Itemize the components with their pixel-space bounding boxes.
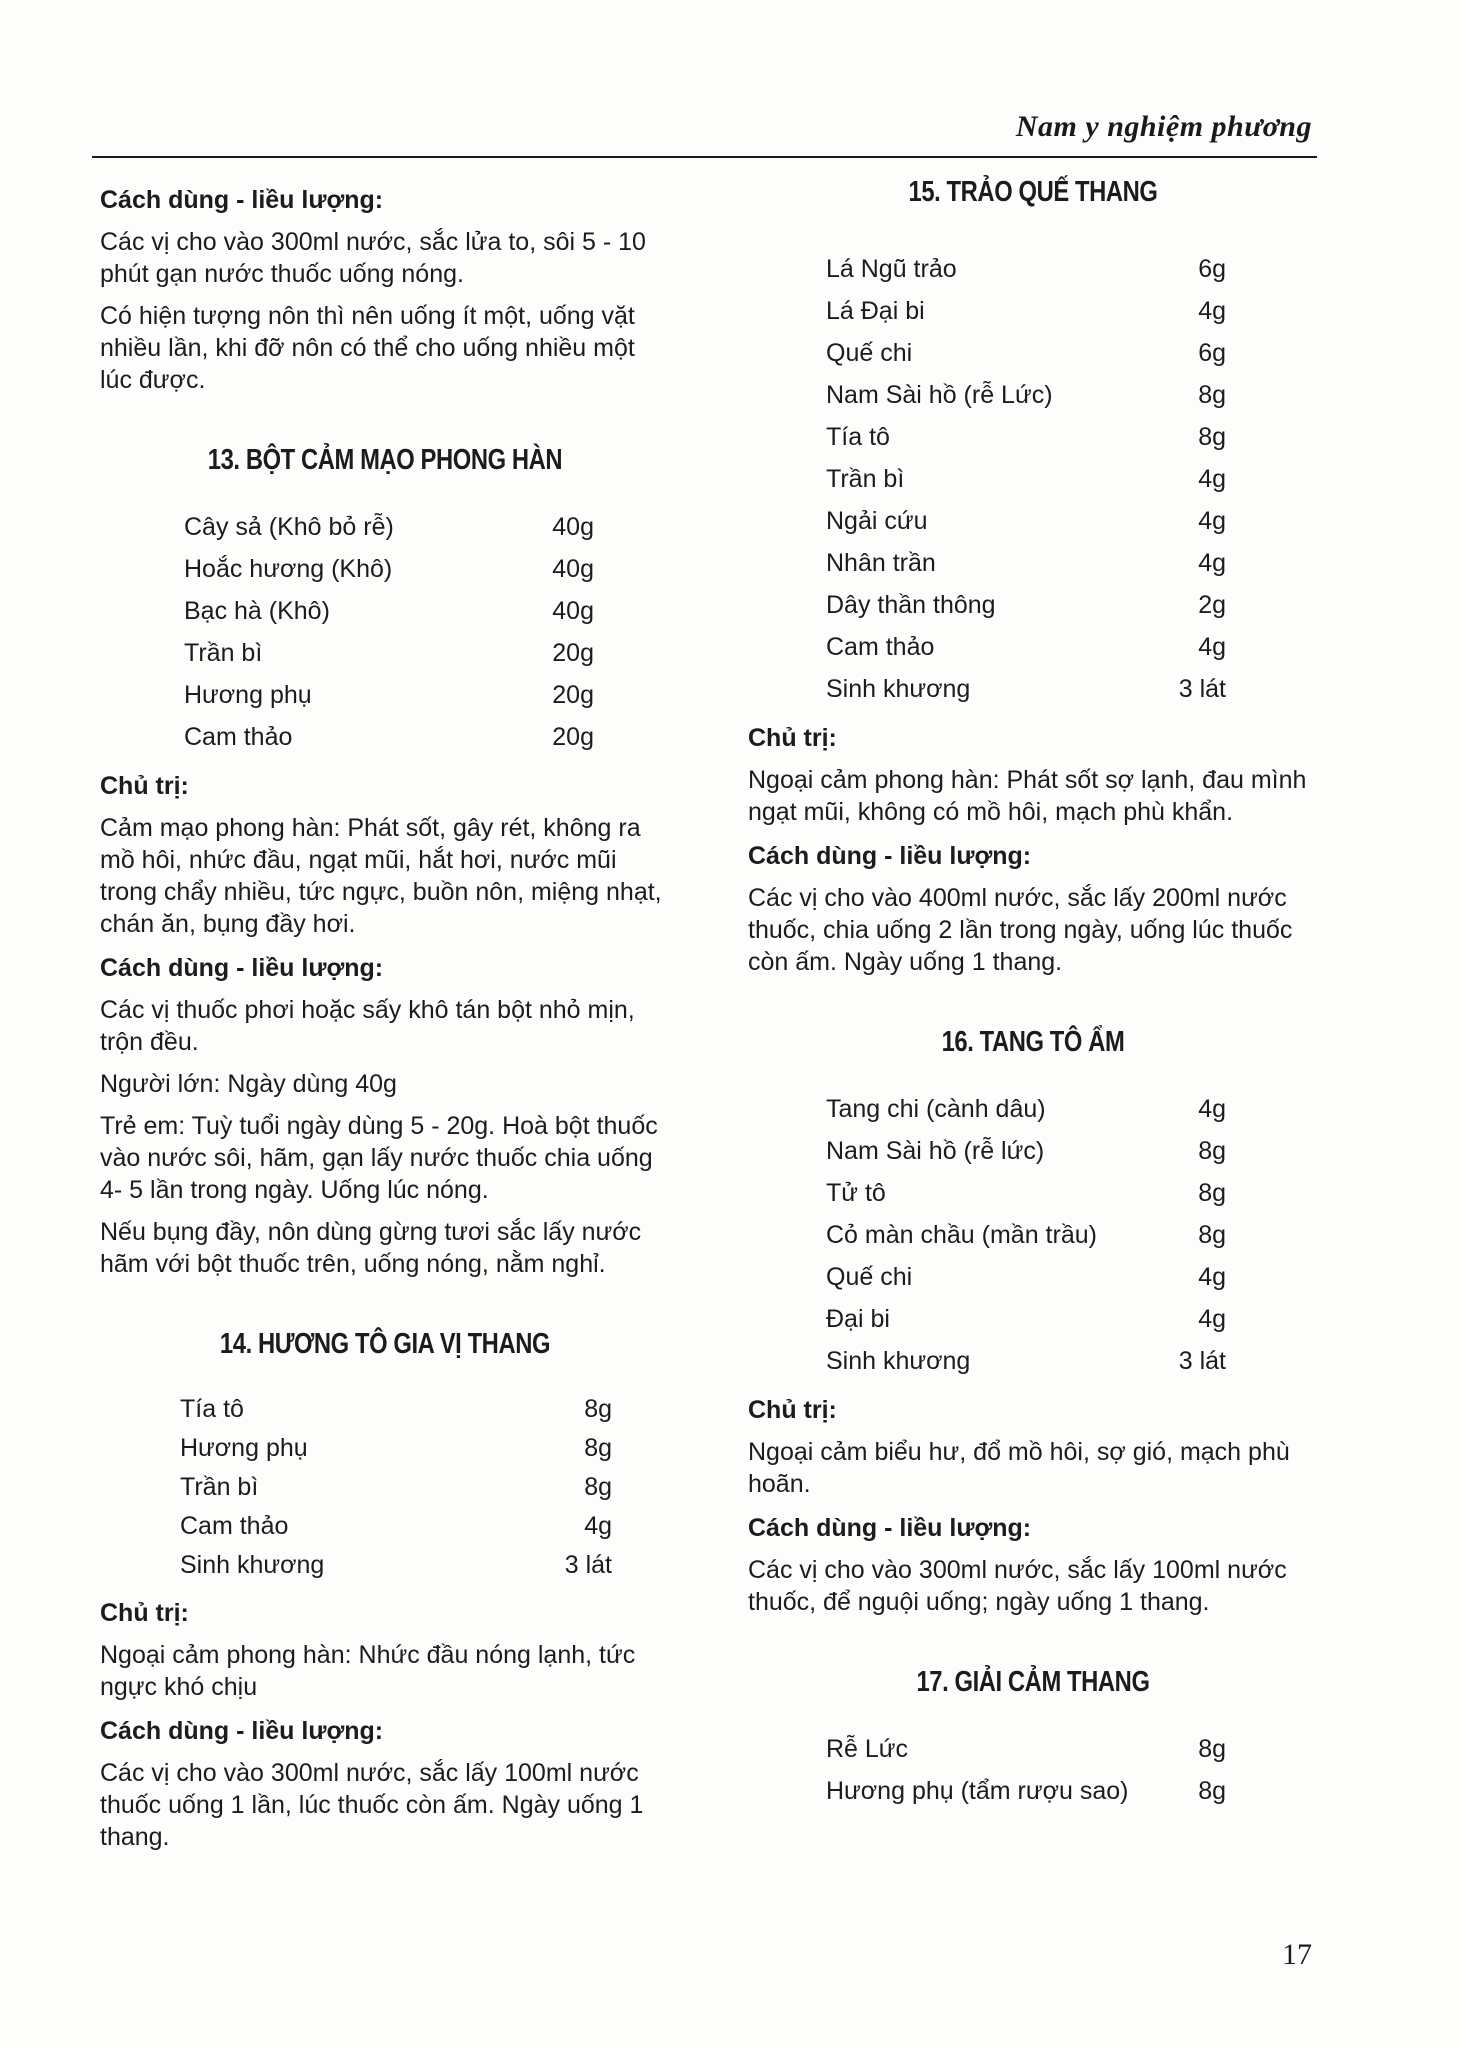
section-15-usage: Các vị cho vào 400ml nước, sắc lấy 200ml nước thuốc, chia uống 2 lần trong ngày, uống lúc thuốc còn ấm. Ngày uống 1 thang.: [748, 884, 1293, 976]
section-14-ingredients: [100, 1390, 612, 1585]
section-13-usage: Các vị thuốc phơi hoặc sấy khô tán bột nhỏ mịn, trộn đều.: [100, 996, 635, 1056]
ingredient-name: Trần bì: [180, 1473, 259, 1501]
ingredient-row: [826, 1770, 1226, 1812]
ingredient-amount: 4g: [1198, 297, 1226, 325]
ingredient-name: Tử tô: [826, 1179, 886, 1207]
intro-usage-paragraph: Các vị cho vào 300ml nước, sắc lửa to, sôi 5 - 10 phút gạn nước thuốc uống nóng.: [100, 228, 646, 288]
section-13-usage-label: Cách dùng - liều lượng:: [100, 954, 384, 982]
ingredient-name: Hoắc hương (Khô): [184, 555, 393, 583]
ingredient-name: Quế chi: [826, 339, 913, 367]
intro-usage-label: Cách dùng - liều lượng:: [100, 186, 384, 214]
section-13-usage: Nếu bụng đầy, nôn dùng gừng tươi sắc lấy nước hãm với bột thuốc trên, uống nóng, nằm nghỉ.: [100, 1218, 642, 1278]
ingredient-name: Hương phụ: [180, 1434, 308, 1462]
ingredient-name: Hương phụ: [184, 681, 312, 709]
section-16-ingredients: [748, 1088, 1226, 1382]
ingredient-name: Cỏ màn chầu (mần trầu): [826, 1221, 1097, 1249]
section-13-indication: Cảm mạo phong hàn: Phát sốt, gây rét, không ra mồ hôi, nhức đầu, ngạt mũi, hắt hơi, nước mũi trong chẩy nhiều, tức ngực, buồn nôn, miệng nhạt, chán ăn, bụng đầy hơi.: [100, 814, 662, 938]
right-column: [748, 172, 1318, 1812]
ingredient-row: [184, 716, 594, 758]
ingredient-name: Nam Sài hồ (rễ Lức): [826, 381, 1053, 409]
intro-usage-paragraph: Có hiện tượng nôn thì nên uống ít một, uống vặt nhiều lần, khi đỡ nôn có thể cho uống nhiều một lúc được.: [100, 302, 635, 394]
ingredient-amount: 4g: [1198, 549, 1226, 577]
ingredient-amount: 20g: [552, 681, 594, 709]
ingredient-name: Nam Sài hồ (rễ lức): [826, 1137, 1045, 1165]
ingredient-row: [826, 248, 1226, 290]
ingredient-amount: 2g: [1198, 591, 1226, 619]
ingredient-row: [826, 458, 1226, 500]
ingredient-row: [826, 1088, 1226, 1130]
ingredient-row: [826, 332, 1226, 374]
ingredient-name: Bạc hà (Khô): [184, 597, 330, 625]
ingredient-amount: 3 lát: [564, 1551, 612, 1579]
ingredient-name: Trần bì: [826, 465, 905, 493]
ingredient-name: Sinh khương: [180, 1551, 325, 1579]
ingredient-amount: 8g: [1198, 1179, 1226, 1207]
ingredient-name: Tang chi (cành dâu): [826, 1095, 1046, 1123]
ingredient-amount: 4g: [1198, 1263, 1226, 1291]
ingredient-row: [826, 1728, 1226, 1770]
running-title: Nam y nghiệm phương: [1015, 110, 1312, 143]
ingredient-row: [180, 1507, 612, 1546]
ingredient-amount: 4g: [1198, 507, 1226, 535]
ingredient-amount: 6g: [1198, 339, 1226, 367]
ingredient-row: [184, 548, 594, 590]
ingredient-row: [826, 290, 1226, 332]
section-15-usage-label: Cách dùng - liều lượng:: [748, 842, 1032, 870]
ingredient-amount: 20g: [552, 639, 594, 667]
ingredient-row: [826, 1172, 1226, 1214]
ingredient-name: Cam thảo: [180, 1512, 289, 1540]
section-14-title: 14. HƯƠNG TÔ GIA VỊ THANG: [219, 1328, 551, 1360]
ingredient-amount: 4g: [1198, 1305, 1226, 1333]
ingredient-amount: 6g: [1198, 255, 1226, 283]
ingredient-amount: 8g: [1198, 381, 1226, 409]
ingredient-row: [826, 1340, 1226, 1382]
header-rule: [92, 156, 1317, 158]
ingredient-name: Sinh khương: [826, 675, 971, 703]
ingredient-row: [184, 632, 594, 674]
ingredient-amount: 8g: [1198, 423, 1226, 451]
ingredient-name: Tía tô: [180, 1395, 244, 1423]
ingredient-row: [826, 542, 1226, 584]
ingredient-row: [826, 1298, 1226, 1340]
section-14-indication: Ngoại cảm phong hàn: Nhức đầu nóng lạnh, tức ngực khó chịu: [100, 1641, 636, 1701]
section-14-usage: Các vị cho vào 300ml nước, sắc lấy 100ml nước thuốc uống 1 lần, lúc thuốc còn ấm. Ngày uống 1 thang.: [100, 1759, 644, 1851]
ingredient-name: Trần bì: [184, 639, 263, 667]
ingredient-name: Nhân trần: [826, 549, 936, 577]
ingredient-amount: 4g: [584, 1512, 612, 1540]
section-15-title: 15. TRẢO QUẾ THANG: [908, 176, 1158, 208]
ingredient-row: [826, 626, 1226, 668]
ingredient-amount: 8g: [1198, 1137, 1226, 1165]
ingredient-row: [184, 590, 594, 632]
ingredient-row: [826, 500, 1226, 542]
ingredient-amount: 3 lát: [1178, 675, 1226, 703]
ingredient-name: Hương phụ (tẩm rượu sao): [826, 1777, 1129, 1805]
ingredient-amount: 4g: [1198, 465, 1226, 493]
ingredient-name: Lá Đại bi: [826, 297, 925, 325]
section-14-usage-label: Cách dùng - liều lượng:: [100, 1717, 384, 1745]
ingredient-row: [184, 674, 594, 716]
ingredient-name: Cam thảo: [826, 633, 935, 661]
ingredient-amount: 40g: [552, 555, 594, 583]
ingredient-name: Cây sả (Khô bỏ rễ): [184, 513, 394, 541]
ingredient-amount: 8g: [1198, 1777, 1226, 1805]
section-15-indication-label: Chủ trị:: [748, 724, 837, 752]
ingredient-name: Đại bi: [826, 1305, 890, 1333]
ingredient-amount: 3 lát: [1178, 1347, 1226, 1375]
ingredient-name: Cam thảo: [184, 723, 293, 751]
ingredient-amount: 8g: [584, 1434, 612, 1462]
ingredient-row: [826, 584, 1226, 626]
section-16-usage-label: Cách dùng - liều lượng:: [748, 1514, 1032, 1542]
section-13-ingredients: [100, 506, 594, 758]
ingredient-amount: 4g: [1198, 1095, 1226, 1123]
page-number: 17: [1282, 1938, 1312, 1971]
ingredient-row: [184, 506, 594, 548]
section-17-title: 17. GIẢI CẢM THANG: [916, 1666, 1150, 1698]
ingredient-name: Ngải cứu: [826, 507, 928, 535]
ingredient-amount: 4g: [1198, 633, 1226, 661]
ingredient-row: [180, 1429, 612, 1468]
ingredient-row: [826, 374, 1226, 416]
section-13-title: 13. BỘT CẢM MẠO PHONG HÀN: [207, 444, 563, 476]
ingredient-name: Quế chi: [826, 1263, 913, 1291]
ingredient-name: Sinh khương: [826, 1347, 971, 1375]
ingredient-amount: 40g: [552, 513, 594, 541]
ingredient-row: [826, 668, 1226, 710]
ingredient-amount: 40g: [552, 597, 594, 625]
ingredient-amount: 20g: [552, 723, 594, 751]
ingredient-amount: 8g: [1198, 1221, 1226, 1249]
section-16-indication-label: Chủ trị:: [748, 1396, 837, 1424]
ingredient-row: [180, 1390, 612, 1429]
section-15-indication: Ngoại cảm phong hàn: Phát sốt sợ lạnh, đau mình ngạt mũi, không có mồ hôi, mạch phù khẩn.: [748, 766, 1307, 826]
ingredient-row: [826, 1256, 1226, 1298]
ingredient-name: Lá Ngũ trảo: [826, 255, 957, 283]
ingredient-row: [180, 1546, 612, 1585]
section-16-title: 16. TANG TÔ ẨM: [941, 1026, 1125, 1058]
section-13-usage: Người lớn: Ngày dùng 40g: [100, 1070, 397, 1098]
ingredient-row: [826, 1130, 1226, 1172]
section-16-usage: Các vị cho vào 300ml nước, sắc lấy 100ml nước thuốc, để nguội uống; ngày uống 1 thang.: [748, 1556, 1287, 1616]
ingredient-name: Tía tô: [826, 423, 890, 451]
ingredient-name: Dây thần thông: [826, 591, 996, 619]
section-13-usage: Trẻ em: Tuỳ tuổi ngày dùng 5 - 20g. Hoà bột thuốc vào nước sôi, hãm, gạn lấy nước thuốc chia uống 4- 5 lần trong ngày. Uống lúc nóng.: [100, 1112, 658, 1204]
ingredient-amount: 8g: [584, 1473, 612, 1501]
ingredient-amount: 8g: [1198, 1735, 1226, 1763]
ingredient-row: [826, 416, 1226, 458]
section-13-indication-label: Chủ trị:: [100, 772, 189, 800]
section-15-ingredients: [748, 248, 1226, 710]
section-16-indication: Ngoại cảm biểu hư, đổ mồ hôi, sợ gió, mạch phù hoãn.: [748, 1438, 1290, 1498]
section-14-indication-label: Chủ trị:: [100, 1599, 189, 1627]
ingredient-row: [826, 1214, 1226, 1256]
section-17-ingredients: [748, 1728, 1226, 1812]
ingredient-amount: 8g: [584, 1395, 612, 1423]
left-column: [100, 172, 670, 1863]
ingredient-row: [180, 1468, 612, 1507]
ingredient-name: Rễ Lức: [826, 1735, 909, 1763]
